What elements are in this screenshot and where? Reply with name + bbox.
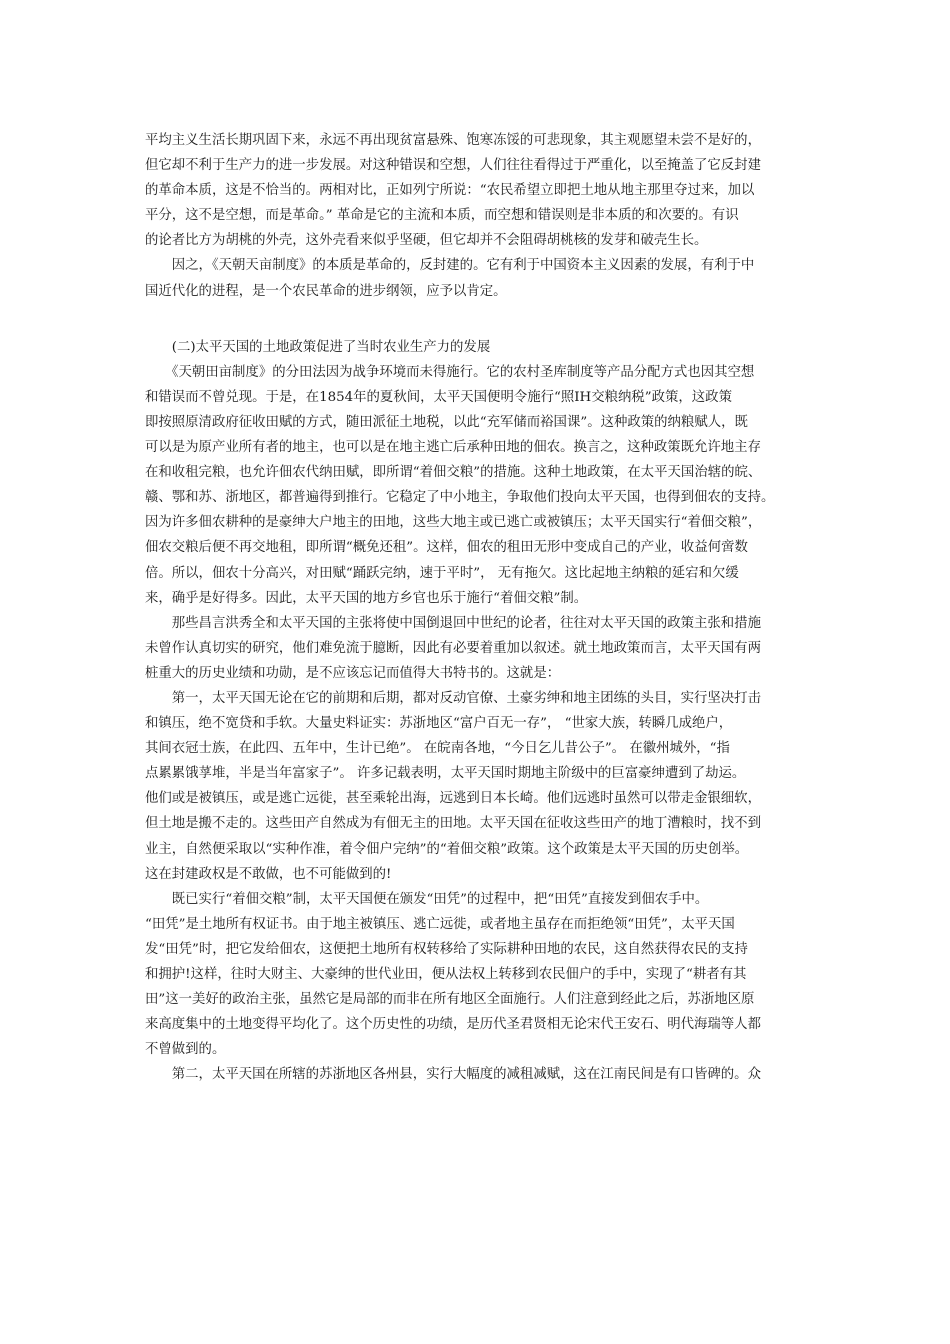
text-line: 来，确乎是好得多。因此，太平天国的地方乡官也乐于施行“着佃交粮”制。 — [145, 590, 588, 606]
text-line: 桩重大的历史业绩和功勋，是不应该忘记而值得大书特书的。这就是： — [145, 665, 561, 681]
text-line: 倍。所以，佃农十分高兴，对田赋“踊跃完纳，速于平时”， 无有拖欠。这比起地主纳粮的延宕和欠缓 — [145, 565, 739, 581]
text-line: 赣、鄂和苏、浙地区，都普遍得到推行。它稳定了中小地主，争取他们投向太平天国，也得到佃农的支持。 — [145, 490, 775, 506]
text-line: 的革命本质，这是不恰当的。两相对比，正如列宁所说：“农民希望立即把土地从地主那里夺过来，加以 — [145, 183, 755, 199]
text-line: 的论者比方为胡桃的外壳，这外壳看来似乎坚硬，但它却并不会阻碍胡桃核的发芽和破壳生长。 — [145, 233, 708, 249]
paragraph-start: 《天朝田亩制度》的分田法因为战争环境而未得施行。它的农村圣库制度等产品分配方式也因其空想 — [145, 364, 755, 380]
paragraph-spacer — [145, 304, 825, 335]
text-line: 国近代化的进程，是一个农民革命的进步纲领，应予以肯定。 — [145, 283, 507, 299]
body-text — [145, 128, 825, 1087]
text-line: “田凭”是土地所有权证书。由于地主被镇压、逃亡远徙，或者地主虽存在而拒绝领“田凭”，太平天国 — [145, 916, 735, 932]
text-line: 在和收租完粮，也允许佃农代纳田赋，即所谓“着佃交粮”的措施。这种土地政策，在太平天国治辖的皖、 — [145, 465, 762, 481]
paragraph-start: 第一，太平天国无论在它的前期和后期，都对反动官僚、土豪劣绅和地主团练的头目，实行坚决打击 — [145, 690, 761, 706]
paragraph-start: 因之，《天朝天亩制度》的本质是革命的，反封建的。它有利于中国资本主义因素的发展，有利于中 — [145, 258, 755, 274]
text-line: 他们或是被镇压，或是逃亡远徙，甚至乘轮出海，远逃到日本长崎。他们远逃时虽然可以带走金银细软， — [145, 791, 761, 807]
text-line: 未曾作认真切实的研究，他们难免流于臆断，因此有必要着重加以叙述。就土地政策而言，太平天国有两 — [145, 640, 761, 656]
text-line: 即按照原清政府征收田赋的方式，随田派征土地税，以此“充军储而裕国课”。这种政策的纳粮赋人，既 — [145, 414, 748, 430]
text-line: 但土地是搬不走的。这些田产自然成为有佃无主的田地。太平天国在征收这些田产的地丁漕粮时，找不到 — [145, 816, 761, 832]
text-line: 平分，这不是空想，而是革命。” 革命是它的主流和本质，而空想和错误则是非本质的和次要的。有识 — [145, 208, 739, 224]
text-line: 发“田凭”时，把它发给佃农，这便把土地所有权转移给了实际耕种田地的农民，这自然获得农民的支持 — [145, 941, 748, 957]
section-heading: (二)太平天国的土地政策促进了当时农业生产力的发展 — [145, 339, 491, 355]
text-line: 和镇压，绝不宽贷和手软。大量史料证实：苏浙地区“富户百无一存”， “世家大族，转瞬几成绝户， — [145, 716, 733, 732]
paragraph-start: 第二，太平天国在所辖的苏浙地区各州县，实行大幅度的减租减赋，这在江南民间是有口皆碑的。众 — [145, 1067, 761, 1083]
paragraph-start: 那些昌言洪秀全和太平天国的主张将使中国倒退回中世纪的论者，往往对太平天国的政策主张和措施 — [145, 615, 761, 631]
text-line: 田”这一美好的政治主张，虽然它是局部的而非在所有地区全面施行。人们注意到经此之后，苏浙地区原 — [145, 992, 755, 1008]
text-line: 不曾做到的。 — [145, 1042, 226, 1058]
text-line: 点累累饿莩堆，半是当年富家子”。 许多记载表明，太平天国时期地主阶级中的巨富豪绅遭到了劫运。 — [145, 766, 746, 782]
text-line: 这在封建政权是不敢做，也不可能做到的! — [145, 866, 392, 882]
text-line: 因为许多佃农耕种的是豪绅大户地主的田地，这些大地主或已逃亡或被镇压；太平天国实行“着佃交粮”， — [145, 515, 762, 531]
text-line: 业主，自然便采取以“实种作准，着令佃户完纳”的“着佃交粮”政策。这个政策是太平天国的历史创举。 — [145, 841, 749, 857]
text-line: 平均主义生活长期巩固下来，永远不再出现贫富悬殊、饱寒冻馁的可悲现象，其主观愿望未尝不是好的， — [145, 133, 761, 148]
text-line: 和拥护!这样，往时大财主、大豪绅的世代业田，便从法权上转移到农民佃户的手中，实现了“耕者有其 — [145, 967, 747, 982]
text-line: 可以是为原产业所有者的地主，也可以是在地主逃亡后承种田地的佃农。换言之，这种政策既允许地主存 — [145, 440, 761, 456]
text-line: 和错误而不曾兑现。于是，在1854年的夏秋间，太平天国便明令施行“照IH交粮纳税”政策，这政策 — [145, 389, 732, 405]
text-line: 来高度集中的土地变得平均化了。这个历史性的功绩，是历代圣君贤相无论宋代王安石、明代海瑞等人都 — [145, 1017, 761, 1033]
text-line: 其间衣冠士族，在此四、五年中，生计已绝”。 在皖南各地，“今日乞儿昔公子”。 在徽州城外，“指 — [145, 741, 730, 757]
text-line: 佃农交粮后便不再交地租，即所谓“概免还租”。这样，佃农的租田无形中变成自己的产业，收益何啻数 — [145, 540, 748, 556]
paragraph-start: 既已实行“着佃交粮”制，太平天国便在颁发“田凭”的过程中，把“田凭”直接发到佃农手中。 — [145, 891, 709, 907]
text-line: 但它却不利于生产力的进一步发展。对这种错误和空想，人们往往看得过于严重化，以至掩盖了它反封建 — [145, 158, 761, 174]
